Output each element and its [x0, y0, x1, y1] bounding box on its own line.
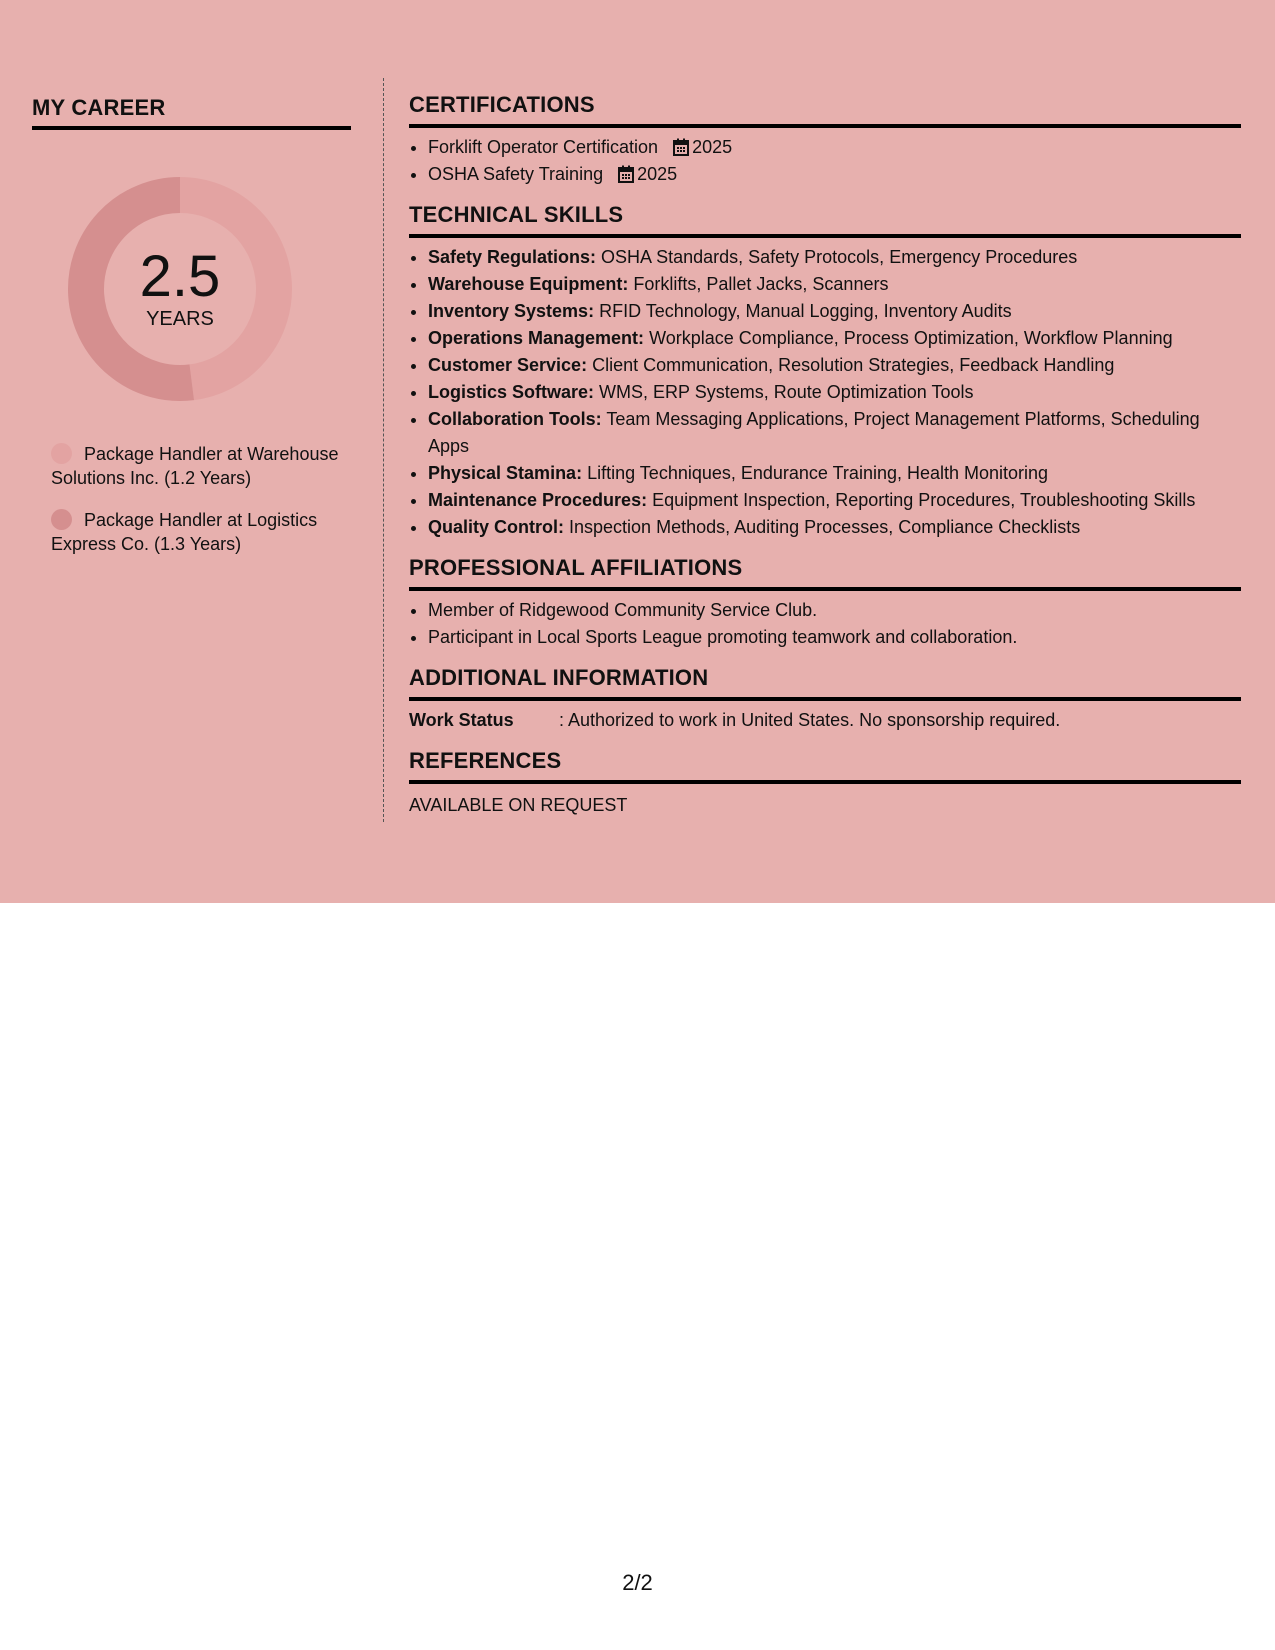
skill-label: Logistics Software:: [428, 382, 595, 402]
career-column: [32, 95, 351, 574]
certification-name: OSHA Safety Training: [428, 164, 604, 184]
certifications-heading: CERTIFICATIONS: [409, 92, 1241, 128]
skill-item: [428, 406, 1241, 460]
skill-item: [428, 271, 1241, 298]
affiliations-list: [409, 597, 1241, 651]
skill-value: Workplace Compliance, Process Optimization, Workflow Planning: [649, 328, 1173, 348]
career-total-unit: YEARS: [146, 307, 214, 330]
career-heading: MY CAREER: [32, 95, 351, 130]
calendar-icon: [673, 138, 689, 156]
skill-label: Maintenance Procedures:: [428, 490, 648, 510]
skill-item: [428, 352, 1241, 379]
skill-value: WMS, ERP Systems, Route Optimization Tools: [599, 382, 974, 402]
skill-value: Client Communication, Resolution Strategies, Feedback Handling: [592, 355, 1115, 375]
additional-info-heading: ADDITIONAL INFORMATION: [409, 665, 1241, 701]
skill-label: Operations Management:: [428, 328, 645, 348]
references-section: [409, 748, 1241, 819]
details-column: [409, 92, 1241, 833]
calendar-icon: [618, 165, 634, 183]
page-number: 2/2: [622, 1570, 653, 1595]
legend-dot-1: [51, 443, 72, 464]
certification-item: [428, 134, 1241, 161]
affiliation-item: • Member of Ridgewood Community Service Club.: [428, 597, 1241, 624]
skill-value: RFID Technology, Manual Logging, Inventory Audits: [599, 301, 1012, 321]
skill-item: [428, 325, 1241, 352]
certification-item: [428, 161, 1241, 188]
technical-skills-section: [409, 202, 1241, 541]
certification-year: 2025: [637, 164, 678, 184]
skill-label: Customer Service:: [428, 355, 588, 375]
technical-skills-list: [409, 244, 1241, 541]
skill-value: OSHA Standards, Safety Protocols, Emergency Procedures: [601, 247, 1078, 267]
career-donut-chart: [65, 174, 295, 404]
work-status-label: Work Status: [409, 710, 514, 730]
skill-item: [428, 514, 1241, 541]
legend-item-1: [51, 442, 341, 490]
skill-item: [428, 379, 1241, 406]
legend-label-2: Package Handler at Logistics Express Co. (1.3 Years): [51, 510, 318, 554]
work-status-row: [409, 707, 1241, 734]
affiliation-item: • Participant in Local Sports League promoting teamwork and collaboration.: [428, 624, 1241, 651]
certification-year: 2025: [692, 137, 733, 157]
additional-info-section: [409, 665, 1241, 734]
skill-item: [428, 244, 1241, 271]
affiliations-section: [409, 555, 1241, 651]
skill-value: Inspection Methods, Auditing Processes, Compliance Checklists: [569, 517, 1081, 537]
skill-label: Safety Regulations:: [428, 247, 597, 267]
technical-skills-heading: TECHNICAL SKILLS: [409, 202, 1241, 238]
skill-label: Collaboration Tools:: [428, 409, 602, 429]
column-divider: [383, 78, 384, 822]
certifications-section: [409, 92, 1241, 188]
skill-item: [428, 298, 1241, 325]
certification-name: Forklift Operator Certification: [428, 137, 659, 157]
skill-label: Warehouse Equipment:: [428, 274, 629, 294]
skill-label: Physical Stamina:: [428, 463, 583, 483]
career-total-value: 2.5: [139, 243, 221, 309]
skill-label: Quality Control:: [428, 517, 564, 537]
career-legend: [51, 442, 341, 556]
donut-center: [65, 174, 295, 404]
skill-value: Forklifts, Pallet Jacks, Scanners: [633, 274, 889, 294]
skill-value: Team Messaging Applications, Project Management Platforms, Scheduling Apps: [428, 409, 1200, 456]
skill-label: Inventory Systems:: [428, 301, 595, 321]
certifications-list: [409, 134, 1241, 188]
affiliations-heading: PROFESSIONAL AFFILIATIONS: [409, 555, 1241, 591]
legend-dot-2: [51, 509, 72, 530]
legend-item-2: [51, 508, 341, 556]
skill-value: Lifting Techniques, Endurance Training, Health Monitoring: [587, 463, 1049, 483]
skill-item: [428, 487, 1241, 514]
skill-value: Equipment Inspection, Reporting Procedures, Troubleshooting Skills: [652, 490, 1196, 510]
legend-label-1: Package Handler at Warehouse Solutions Inc. (1.2 Years): [51, 444, 339, 488]
skill-item: [428, 460, 1241, 487]
references-text: AVAILABLE ON REQUEST: [409, 795, 628, 815]
references-heading: REFERENCES: [409, 748, 1241, 784]
work-status-value: : Authorized to work in United States. No sponsorship required.: [559, 710, 1061, 730]
